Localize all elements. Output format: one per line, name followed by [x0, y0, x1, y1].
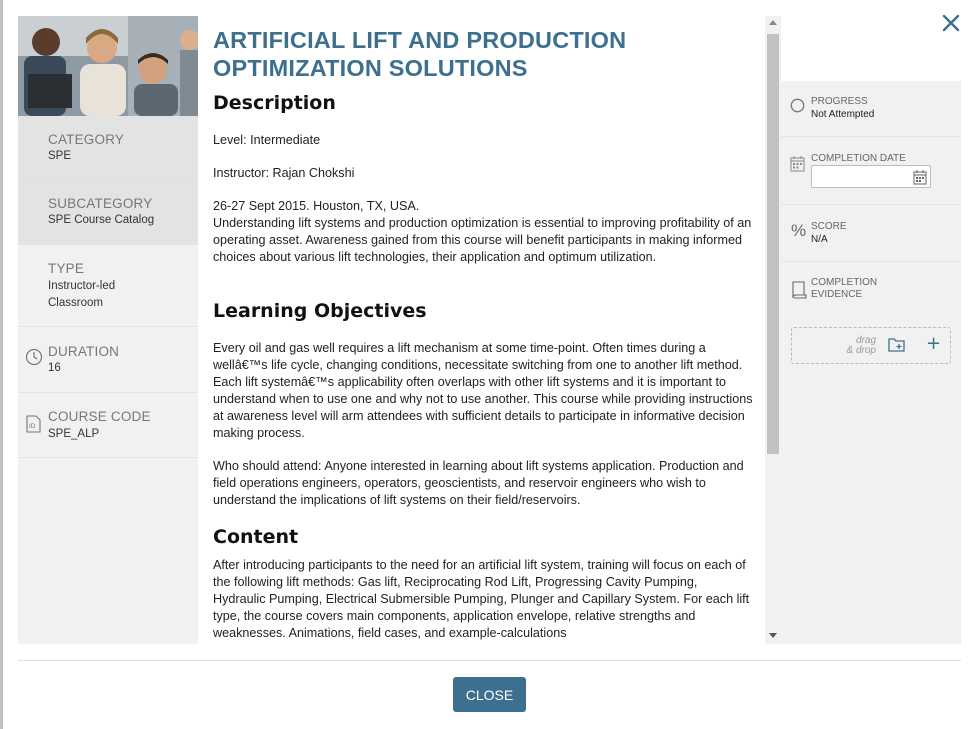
- score-status: [781, 205, 961, 262]
- progress-status: [781, 81, 961, 137]
- description-heading: Description: [213, 92, 336, 114]
- score-value: N/A: [811, 234, 828, 245]
- course-code-meta: [18, 393, 198, 458]
- scroll-thumb[interactable]: [767, 34, 779, 454]
- course-title: ARTIFICIAL LIFT AND PRODUCTION OPTIMIZATION SOLUTIONS: [213, 27, 627, 81]
- course-thumbnail: [18, 16, 198, 116]
- course-meta-panel: [18, 16, 198, 644]
- type-label: TYPE: [48, 261, 85, 276]
- completion-date-label: COMPLETION DATE: [811, 153, 906, 164]
- percent-icon: %: [791, 221, 807, 240]
- add-evidence-button[interactable]: +: [926, 333, 942, 354]
- calendar-icon: [790, 155, 805, 176]
- category-meta: [18, 116, 198, 180]
- progress-label: PROGRESS: [811, 96, 868, 107]
- duration-meta: [18, 327, 198, 393]
- duration-value: 16: [48, 362, 61, 374]
- id-document-icon: [26, 415, 41, 437]
- description-body: Understanding lift systems and production optimization is essential to improving profitability of an operating asset. Awareness gained from this course will benefit participants in making informed choices about various lift technologies, their application and optimum utilization.: [213, 216, 752, 264]
- evidence-label-line2: EVIDENCE: [811, 289, 863, 300]
- certificate-icon: [791, 280, 808, 303]
- who-should-attend-text: Who should attend: Anyone interested in learning about lift systems application. Production and field operations engineers, operators, geoscientists, and reservoir engineers who wish to understand the implications of lift systems on their field/reservoirs.: [213, 459, 744, 507]
- instructor-text: Instructor: Rajan Chokshi: [213, 166, 355, 180]
- close-button[interactable]: CLOSE: [453, 677, 526, 712]
- scroll-down-arrow-icon[interactable]: [769, 633, 777, 638]
- footer-divider: [18, 660, 961, 661]
- evidence-dropzone[interactable]: [791, 327, 951, 364]
- duration-label: DURATION: [48, 344, 120, 359]
- scroll-up-arrow-icon[interactable]: [769, 20, 777, 25]
- course-description-scroll-area[interactable]: [198, 16, 763, 644]
- content-heading: Content: [213, 526, 299, 548]
- clock-icon: [25, 348, 43, 370]
- svg-text:ID: ID: [29, 423, 36, 430]
- dropzone-hint-line1: drag: [855, 335, 876, 346]
- completion-date-input[interactable]: [811, 165, 931, 188]
- type-value-line2: Classroom: [48, 297, 103, 309]
- dropzone-hint: [822, 336, 876, 356]
- dropzone-hint-line2: & drop: [846, 345, 876, 356]
- evidence-label-line1: COMPLETION: [811, 277, 878, 288]
- type-value-line1: Instructor-led: [48, 280, 116, 292]
- type-meta: [18, 245, 198, 327]
- objectives-body: Every oil and gas well requires a lift mechanism at some time-point. Often times during a wellâ€™s life cycle, changing conditions, necessitate switching from one to another lift method. Each lift systemâ€™s applicability often overlaps with other lift systems and it is important to understand when to use one and why not to use another. This course while providing instructions at awareness level will arm attendees with sufficient details to participate in informative decision making process.: [213, 341, 753, 440]
- subcategory-meta: [18, 180, 198, 245]
- category-value: SPE: [48, 150, 72, 162]
- date-picker-icon[interactable]: [913, 169, 927, 189]
- content-body: After introducing participants to the need for an artificial lift system, training will focus on each of the following lift methods: Gas lift, Reciprocating Rod Lift, Progressing Cavity Pumping, Hydraulic Pumping, Electrical Submersible Pumping, Plunger and Capillary System. For each lift type, the course covers main components, application envelope, relative strengths and weaknesses. Animations, field cases, and example-calculations: [213, 558, 750, 640]
- subcategory-label: SUBCATEGORY: [48, 196, 153, 211]
- completion-evidence-status: [781, 262, 961, 319]
- dates-text: 26-27 Sept 2015. Houston, TX, USA.: [213, 199, 420, 213]
- learner-status-panel: [781, 81, 961, 644]
- progress-circle-icon: [790, 98, 805, 117]
- level-text: Level: Intermediate: [213, 133, 321, 147]
- folder-add-icon[interactable]: [888, 337, 906, 357]
- close-dialog-icon[interactable]: [940, 12, 962, 34]
- score-label: SCORE: [811, 221, 847, 232]
- course-code-label: COURSE CODE: [48, 409, 151, 424]
- progress-value: Not Attempted: [811, 109, 875, 120]
- category-label: CATEGORY: [48, 132, 125, 147]
- course-code-value: SPE_ALP: [48, 428, 100, 440]
- subcategory-value: SPE Course Catalog: [48, 214, 155, 226]
- objectives-heading: Learning Objectives: [213, 300, 427, 322]
- content-scrollbar[interactable]: [765, 16, 781, 644]
- course-details-dialog: [3, 0, 976, 729]
